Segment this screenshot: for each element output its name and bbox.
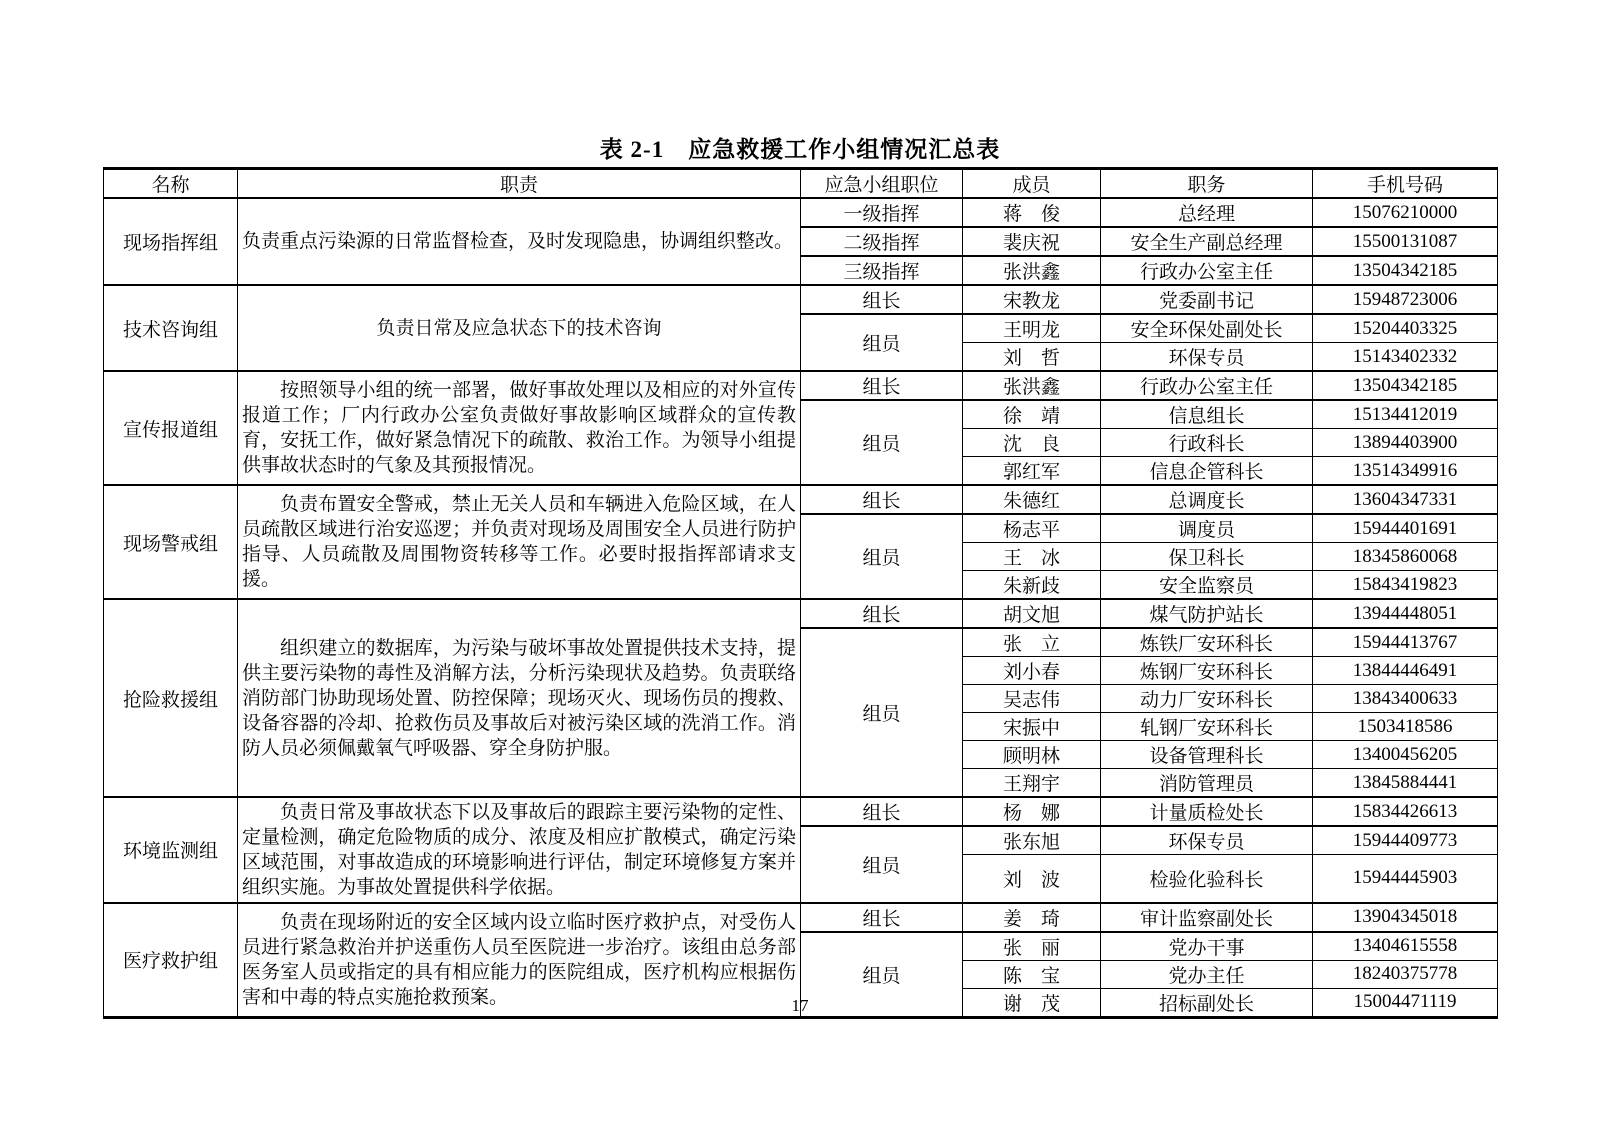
member-phone-cell: 13844446491 [1313, 657, 1498, 685]
member-name-cell: 张洪鑫 [963, 256, 1101, 285]
table-row [104, 198, 1498, 227]
table-row [104, 371, 1498, 400]
member-name-cell: 吴志伟 [963, 685, 1101, 713]
member-phone-cell: 13845884441 [1313, 769, 1498, 798]
emergency-team-summary-table [103, 167, 1498, 1019]
page-number: 17 [791, 996, 809, 1015]
column-header: 成员 [963, 169, 1101, 199]
group-name-cell: 宣传报道组 [104, 371, 238, 485]
member-name-cell: 王翔宇 [963, 769, 1101, 798]
member-title-cell: 信息组长 [1101, 400, 1313, 429]
position-cell: 组员 [801, 826, 963, 903]
member-title-cell: 行政办公室主任 [1101, 256, 1313, 285]
position-cell: 组员 [801, 628, 963, 797]
member-name-cell: 胡文旭 [963, 599, 1101, 628]
member-title-cell: 行政科长 [1101, 429, 1313, 457]
member-phone-cell: 13504342185 [1313, 371, 1498, 400]
member-phone-cell: 13904345018 [1313, 903, 1498, 932]
member-name-cell: 朱新歧 [963, 571, 1101, 600]
member-title-cell: 行政办公室主任 [1101, 371, 1313, 400]
position-cell: 组长 [801, 797, 963, 826]
member-title-cell: 环保专员 [1101, 826, 1313, 855]
member-phone-cell: 13944448051 [1313, 599, 1498, 628]
member-phone-cell: 15944445903 [1313, 855, 1498, 903]
group-duty-cell: 负责重点污染源的日常监督检查，及时发现隐患，协调组织整改。 [238, 198, 801, 285]
member-name-cell: 张 丽 [963, 932, 1101, 961]
position-cell: 组长 [801, 903, 963, 932]
position-cell: 二级指挥 [801, 227, 963, 256]
group-duty-cell: 负责日常及应急状态下的技术咨询 [238, 285, 801, 371]
member-title-cell: 保卫科长 [1101, 543, 1313, 571]
member-name-cell: 张洪鑫 [963, 371, 1101, 400]
member-phone-cell: 15843419823 [1313, 571, 1498, 600]
member-phone-cell: 18240375778 [1313, 960, 1498, 988]
column-header: 职责 [238, 169, 801, 199]
group-duty-cell: 负责在现场附近的安全区域内设立临时医疗救护点，对受伤人员进行紧急救治并护送重伤人员至医院进一步治疗。该组由总务部医务室人员或指定的具有相应能力的医院组成，医疗机构应根据伤害和中毒的特点实施抢救预案。 [238, 903, 801, 1018]
member-title-cell: 计量质检处长 [1101, 797, 1313, 826]
member-name-cell: 张东旭 [963, 826, 1101, 855]
member-title-cell: 检验化验科长 [1101, 855, 1313, 903]
member-phone-cell: 15134412019 [1313, 400, 1498, 429]
member-title-cell: 炼铁厂安环科长 [1101, 628, 1313, 657]
member-name-cell: 王明龙 [963, 314, 1101, 343]
header-row [104, 169, 1498, 199]
group-duty-cell: 负责布置安全警戒，禁止无关人员和车辆进入危险区域，在人员疏散区域进行治安巡逻；并负责对现场及周围安全人员进行防护指导、人员疏散及周围物资转移等工作。必要时报指挥部请求支援。 [238, 485, 801, 599]
member-phone-cell: 15948723006 [1313, 285, 1498, 314]
column-header: 职务 [1101, 169, 1313, 199]
member-title-cell: 轧钢厂安环科长 [1101, 713, 1313, 741]
member-name-cell: 沈 良 [963, 429, 1101, 457]
position-cell: 组长 [801, 485, 963, 514]
column-header: 手机号码 [1313, 169, 1498, 199]
member-phone-cell: 15944413767 [1313, 628, 1498, 657]
member-phone-cell: 1503418586 [1313, 713, 1498, 741]
member-title-cell: 审计监察副处长 [1101, 903, 1313, 932]
member-name-cell: 张 立 [963, 628, 1101, 657]
member-title-cell: 消防管理员 [1101, 769, 1313, 798]
column-header: 应急小组职位 [801, 169, 963, 199]
group-name-cell: 医疗救护组 [104, 903, 238, 1018]
member-name-cell: 谢 茂 [963, 988, 1101, 1017]
position-cell: 组员 [801, 400, 963, 485]
summary-table-body [104, 169, 1498, 1018]
member-name-cell: 杨志平 [963, 514, 1101, 543]
position-cell: 组员 [801, 932, 963, 1018]
position-cell: 组长 [801, 599, 963, 628]
member-phone-cell: 15944409773 [1313, 826, 1498, 855]
member-name-cell: 刘 哲 [963, 343, 1101, 372]
member-title-cell: 总经理 [1101, 198, 1313, 227]
table-row [104, 797, 1498, 826]
table-row [104, 285, 1498, 314]
member-title-cell: 招标副处长 [1101, 988, 1313, 1017]
position-cell: 组长 [801, 285, 963, 314]
member-phone-cell: 13404615558 [1313, 932, 1498, 961]
member-name-cell: 刘 波 [963, 855, 1101, 903]
member-phone-cell: 13514349916 [1313, 457, 1498, 486]
member-name-cell: 姜 琦 [963, 903, 1101, 932]
member-title-cell: 安全生产副总经理 [1101, 227, 1313, 256]
member-title-cell: 动力厂安环科长 [1101, 685, 1313, 713]
member-title-cell: 安全环保处副处长 [1101, 314, 1313, 343]
group-name-cell: 技术咨询组 [104, 285, 238, 371]
member-name-cell: 顾明林 [963, 741, 1101, 769]
member-name-cell: 宋教龙 [963, 285, 1101, 314]
member-title-cell: 环保专员 [1101, 343, 1313, 372]
member-phone-cell: 15500131087 [1313, 227, 1498, 256]
member-phone-cell: 15143402332 [1313, 343, 1498, 372]
member-title-cell: 总调度长 [1101, 485, 1313, 514]
member-name-cell: 郭红军 [963, 457, 1101, 486]
member-phone-cell: 13843400633 [1313, 685, 1498, 713]
member-title-cell: 炼钢厂安环科长 [1101, 657, 1313, 685]
member-phone-cell: 13894403900 [1313, 429, 1498, 457]
member-phone-cell: 15004471119 [1313, 988, 1498, 1017]
member-title-cell: 设备管理科长 [1101, 741, 1313, 769]
column-header: 名称 [104, 169, 238, 199]
group-name-cell: 环境监测组 [104, 797, 238, 903]
position-cell: 组员 [801, 314, 963, 371]
member-phone-cell: 15834426613 [1313, 797, 1498, 826]
member-name-cell: 朱德红 [963, 485, 1101, 514]
table-title: 表 2-1 应急救援工作小组情况汇总表 [599, 137, 1001, 162]
member-phone-cell: 13504342185 [1313, 256, 1498, 285]
member-phone-cell: 15204403325 [1313, 314, 1498, 343]
group-name-cell: 现场指挥组 [104, 198, 238, 285]
member-name-cell: 王 冰 [963, 543, 1101, 571]
member-name-cell: 陈 宝 [963, 960, 1101, 988]
table-row [104, 599, 1498, 628]
table-row [104, 903, 1498, 932]
member-name-cell: 蒋 俊 [963, 198, 1101, 227]
member-title-cell: 安全监察员 [1101, 571, 1313, 600]
group-duty-cell: 组织建立的数据库，为污染与破坏事故处置提供技术支持，提供主要污染物的毒性及消解方法，分析污染现状及趋势。负责联络消防部门协助现场处置、防控保障；现场灭火、现场伤员的搜救、设备容器的冷却、抢救伤员及事故后对被污染区域的洗消工作。消防人员必须佩戴氧气呼吸器、穿全身防护服。 [238, 599, 801, 797]
member-phone-cell: 13400456205 [1313, 741, 1498, 769]
group-duty-cell: 按照领导小组的统一部署，做好事故处理以及相应的对外宣传报道工作；厂内行政办公室负责做好事故影响区域群众的宣传教育，安抚工作，做好紧急情况下的疏散、救治工作。为领导小组提供事故状态时的气象及其预报情况。 [238, 371, 801, 485]
position-cell: 组员 [801, 514, 963, 599]
member-title-cell: 信息企管科长 [1101, 457, 1313, 486]
member-name-cell: 裴庆祝 [963, 227, 1101, 256]
position-cell: 一级指挥 [801, 198, 963, 227]
position-cell: 组长 [801, 371, 963, 400]
member-title-cell: 煤气防护站长 [1101, 599, 1313, 628]
member-phone-cell: 18345860068 [1313, 543, 1498, 571]
member-title-cell: 党办主任 [1101, 960, 1313, 988]
member-name-cell: 杨 娜 [963, 797, 1101, 826]
group-name-cell: 现场警戒组 [104, 485, 238, 599]
member-title-cell: 党委副书记 [1101, 285, 1313, 314]
member-title-cell: 调度员 [1101, 514, 1313, 543]
table-row [104, 485, 1498, 514]
position-cell: 三级指挥 [801, 256, 963, 285]
member-phone-cell: 15076210000 [1313, 198, 1498, 227]
group-duty-cell: 负责日常及事故状态下以及事故后的跟踪主要污染物的定性、定量检测，确定危险物质的成分、浓度及相应扩散模式，确定污染区域范围，对事故造成的环境影响进行评估，制定环境修复方案并组织实施。为事故处置提供科学依据。 [238, 797, 801, 903]
member-phone-cell: 15944401691 [1313, 514, 1498, 543]
member-name-cell: 宋振中 [963, 713, 1101, 741]
member-name-cell: 徐 靖 [963, 400, 1101, 429]
group-name-cell: 抢险救援组 [104, 599, 238, 797]
member-name-cell: 刘小春 [963, 657, 1101, 685]
member-title-cell: 党办干事 [1101, 932, 1313, 961]
member-phone-cell: 13604347331 [1313, 485, 1498, 514]
